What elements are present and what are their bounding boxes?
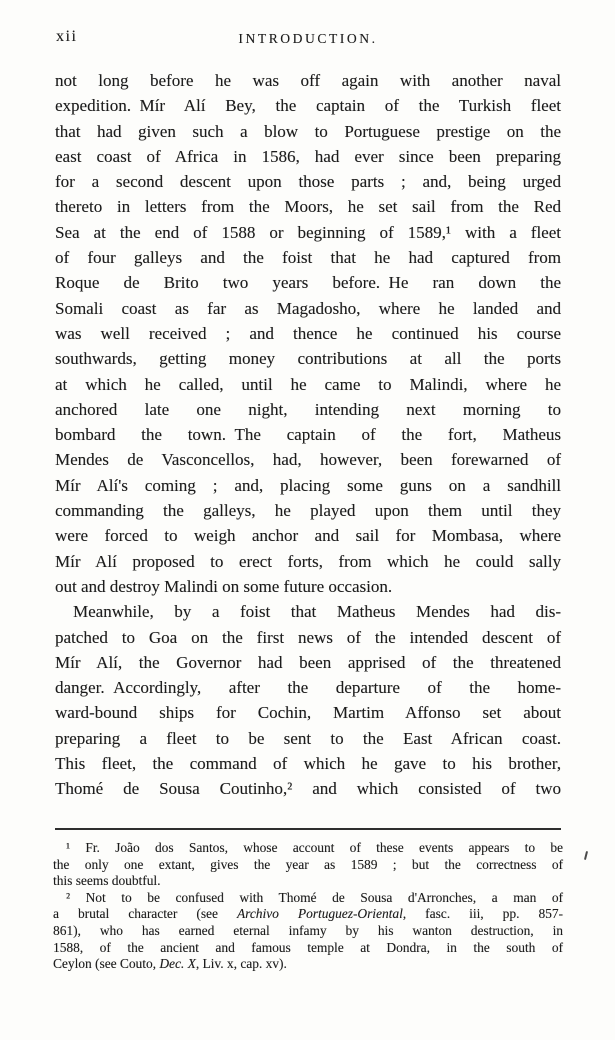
text-line: ¹ Fr. João dos Santos, whose account of these events appears to be	[66, 840, 563, 855]
text-line: Roque de Brito two years before. He ran down the	[55, 273, 561, 293]
text-line: 1588, of the ancient and famous temple at Dondra, in the south of	[53, 939, 563, 955]
paragraph	[55, 68, 561, 599]
footnote	[53, 840, 563, 890]
paragraph	[55, 599, 561, 801]
text-line: expedition. Mír Alí Bey, the captain of the Turkish fleet	[55, 96, 561, 116]
text-line: at which he called, until he came to Malindi, where he	[55, 374, 561, 394]
text-line: Mír Alí proposed to erect forts, from which he could sally	[55, 551, 561, 571]
text-line: southwards, getting money contributions at all the ports	[55, 349, 561, 369]
text-line	[53, 956, 563, 973]
footnotes-section	[53, 840, 563, 973]
text-line: commanding the galleys, he played upon them until they	[55, 501, 561, 521]
text-line: Somali coast as far as Magadosho, where he landed and	[55, 298, 561, 318]
text-line: Meanwhile, by a foist that Matheus Mendes had dis-	[73, 602, 561, 622]
text-line: This fleet, the command of which he gave to his brother,	[55, 754, 561, 774]
text-line: Mír Alí, the Governor had been apprised of the threatened	[55, 652, 561, 672]
footnote-rule	[55, 828, 561, 830]
text-line: not long before he was off again with another naval	[55, 71, 561, 90]
text-line: east coast of Africa in 1586, had ever since been preparing	[55, 146, 561, 166]
page-number: xii	[56, 28, 78, 45]
text-line: were forced to weigh anchor and sail for Mombasa, where	[55, 526, 561, 546]
text-line: of four galleys and the foist that he had captured from	[55, 248, 561, 268]
text-line: this seems doubtful.	[53, 873, 161, 889]
text-line: the only one extant, gives the year as 1589 ; but the correctness of	[53, 856, 563, 872]
text-segment: , Liv. x, cap. xv).	[195, 956, 287, 972]
text-line: for a second descent upon those parts ; and, being urged	[55, 172, 561, 192]
text-line: Mendes de Vasconcellos, had, however, been forewarned of	[55, 450, 561, 470]
text-line: ward-bound ships for Cochin, Martim Affonso set about	[55, 703, 561, 723]
text-line: out and destroy Malindi on some future occasion.	[55, 576, 393, 596]
page-header	[55, 27, 561, 49]
running-title: INTRODUCTION.	[238, 31, 378, 46]
text-segment: Ceylon (see Couto,	[53, 956, 160, 972]
text-line: anchored late one night, intending next morning to	[55, 399, 561, 419]
text-line: Sea at the end of 1588 or beginning of 1589,¹ with a fleet	[55, 222, 561, 242]
body-text	[55, 68, 561, 802]
text-line: Mír Alí's coming ; and, placing some guns on a sandhill	[55, 475, 561, 495]
italic-citation: Dec. X	[159, 956, 196, 972]
text-line: Thomé de Sousa Coutinho,² and which consisted of two	[55, 779, 561, 799]
text-line: was well received ; and thence he continued his course	[55, 323, 561, 343]
text-segment: , fasc. iii, pp. 857-	[402, 906, 564, 922]
text-line: ² Not to be confused with Thomé de Sousa d'Arronches, a man of	[66, 889, 563, 905]
text-line: 861), who has earned eternal infamy by his wanton destruction, in	[53, 922, 563, 938]
text-line: bombard the town. The captain of the fort, Matheus	[55, 425, 561, 445]
text-line: thereto in letters from the Moors, he set sail from the Red	[55, 197, 561, 217]
scan-artifact-mark	[584, 851, 588, 860]
text-line: that had given such a blow to Portuguese prestige on the	[55, 121, 561, 141]
text-line	[53, 906, 563, 923]
italic-citation: Archivo Portuguez-Oriental	[236, 906, 403, 922]
text-segment: a brutal character (see	[53, 906, 237, 922]
text-line: preparing a fleet to be sent to the East African coast.	[55, 728, 561, 748]
footnote	[53, 890, 563, 973]
text-line: patched to Goa on the first news of the intended descent of	[55, 627, 561, 647]
text-line: danger. Accordingly, after the departure of the home-	[55, 678, 561, 698]
